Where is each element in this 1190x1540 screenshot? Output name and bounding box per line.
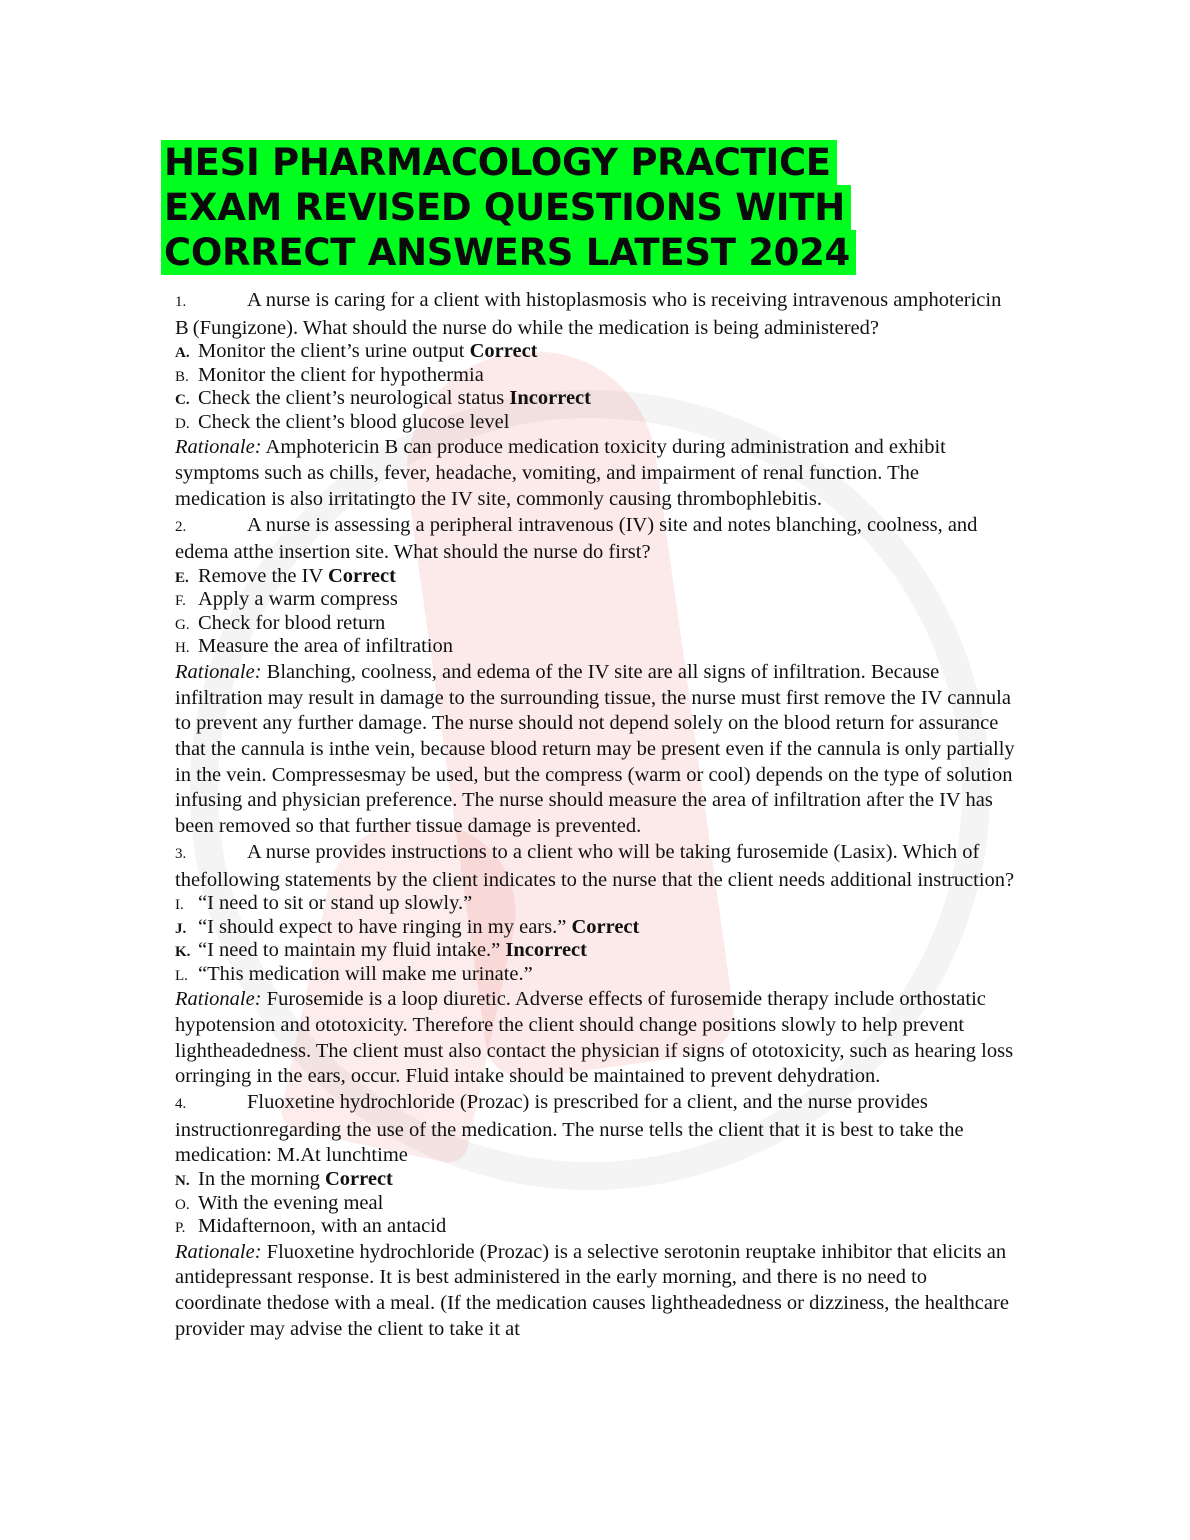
option-letter: F. [175,593,186,610]
question-text: Fluoxetine hydrochloride (Prozac) is prescribed for a client, and the nurse provides instructionregarding the use of the medication. The nurse tells the client that it is best to take the medication: M.At lunchtime [175,1091,964,1167]
option-text: With the evening meal [198,1191,384,1214]
option-text: “This medication will make me urinate.” [198,962,533,985]
answer-mark: Correct [324,1168,393,1191]
question-block [175,840,1015,1090]
option-text: Check for blood return [198,611,386,634]
question-block [175,1090,1015,1342]
answer-option [175,1193,1015,1217]
question-number: 3. [175,845,187,862]
rationale [175,987,1015,1090]
answer-mark: Correct [328,564,396,587]
option-text: “I should expect to have ringing in my ears.” [198,915,572,938]
title-line-2: EXAM REVISED QUESTIONS WITH [161,185,851,230]
answer-mark: Incorrect [505,939,587,962]
option-text: In the morning [198,1168,325,1191]
option-text: “I need to maintain my fluid intake.” [198,939,506,962]
option-text: Check the client’s neurological status [198,387,510,410]
question-text: A nurse is caring for a client with histoplasmosis who is receiving intravenous amphotericin B (Fungizone). What should the nurse do while the medication is being administered? [175,289,1002,339]
answer-option [175,893,1015,917]
rationale-label: Rationale: [175,988,262,1011]
option-letter: K. [175,944,191,961]
question-stem [175,288,1015,341]
answer-mark: Incorrect [509,387,591,410]
option-letter: D. [175,415,190,432]
option-text: Check the client’s blood glucose level [198,410,510,433]
rationale-text: Fluoxetine hydrochloride (Prozac) is a selective serotonin reuptake inhibitor that elicits an antidepressant response. It is best administered in the early morning, and there is no need to coordinate thedose with a meal. (If the medication causes lightheadedness or dizziness, the healthcare provider may advise the client to take it at [175,1240,1009,1340]
option-text: Monitor the client’s urine output [198,340,470,363]
answer-mark: Correct [571,915,640,938]
question-text: A nurse is assessing a peripheral intravenous (IV) site and notes blanching, coolness, and edema atthe insertion site. What should the nurse do first? [175,513,978,564]
answer-option [175,917,1015,941]
question-number: 4. [175,1096,187,1113]
question-stem [175,840,1015,893]
question-block [175,288,1015,513]
rationale-label: Rationale: [175,436,262,459]
option-letter: B. [175,368,189,385]
rationale [175,660,1015,840]
option-letter: N. [175,1173,190,1190]
option-text: Midafternoon, with an antacid [198,1215,447,1238]
option-letter: E. [175,569,189,586]
answer-option [175,412,1015,436]
option-letter: L. [175,967,188,984]
answer-option [175,1216,1015,1240]
option-text: Measure the area of infiltration [198,635,453,658]
answer-option [175,589,1015,613]
answer-mark: Correct [469,340,538,363]
rationale-label: Rationale: [175,1240,262,1263]
answer-option [175,613,1015,637]
title-line-3: CORRECT ANSWERS LATEST 2024 [161,230,856,275]
option-letter: P. [175,1220,186,1237]
answer-option [175,964,1015,988]
rationale [175,435,1015,512]
option-text: Monitor the client for hypothermia [198,363,484,386]
title-line-1: HESI PHARMACOLOGY PRACTICE [161,140,837,185]
answer-option [175,940,1015,964]
question-stem [175,1090,1015,1169]
document-title [161,140,856,275]
rationale [175,1240,1015,1343]
question-list [175,288,1015,1342]
rationale-text: Furosemide is a loop diuretic. Adverse effects of furosemide therapy include orthostatic hypotension and ototoxicity. Therefore the client should change positions slowly to help prevent lightheadedness. The client must also contact the physician if signs of ototoxicity, such as hearing loss orringing in the ears, occur. Fluid intake should be maintained to prevent dehydration. [175,988,1014,1088]
option-text: Remove the IV [198,564,328,587]
answer-option [175,636,1015,660]
option-letter: J. [175,920,187,937]
option-letter: G. [175,616,190,633]
option-letter: I. [175,897,184,914]
rationale-text: Amphotericin B can produce medication toxicity during administration and exhibit symptoms such as chills, fever, headache, vomiting, and impairment of renal function. The medication is also irritatingto the IV site, commonly causing thrombophlebitis. [175,436,946,510]
question-block [175,513,1015,840]
option-letter: H. [175,640,190,657]
option-letter: A. [175,345,190,362]
answer-option [175,1169,1015,1193]
option-text: “I need to sit or stand up slowly.” [198,892,473,915]
option-text: Apply a warm compress [198,588,398,611]
answer-option [175,365,1015,389]
question-number: 2. [175,518,187,535]
option-letter: O. [175,1196,190,1213]
option-letter: C. [175,392,190,409]
rationale-text: Blanching, coolness, and edema of the IV site are all signs of infiltration. Because infiltration may result in damage to the surrounding tissue, the nurse must first remove the IV cannula to prevent any further damage. The nurse should not depend solely on the blood return for assurance that the cannula is inthe vein, because blood return may be present even if the cannula is only partially in the vein. Compressesmay be used, but the compress (warm or cool) depends on the type of solution infusing and physician preference. The nurse should measure the area of infiltration after the IV has been removed so that further tissue damage is prevented. [175,660,1015,838]
question-number: 1. [175,294,187,310]
rationale-label: Rationale: [175,660,262,683]
question-text: A nurse provides instructions to a client who will be taking furosemide (Lasix). Which of thefollowing statements by the client indicates to the nurse that the client needs additional instruction? [175,840,1015,891]
question-stem [175,513,1015,566]
answer-option [175,341,1015,365]
answer-option [175,388,1015,412]
answer-option [175,566,1015,590]
